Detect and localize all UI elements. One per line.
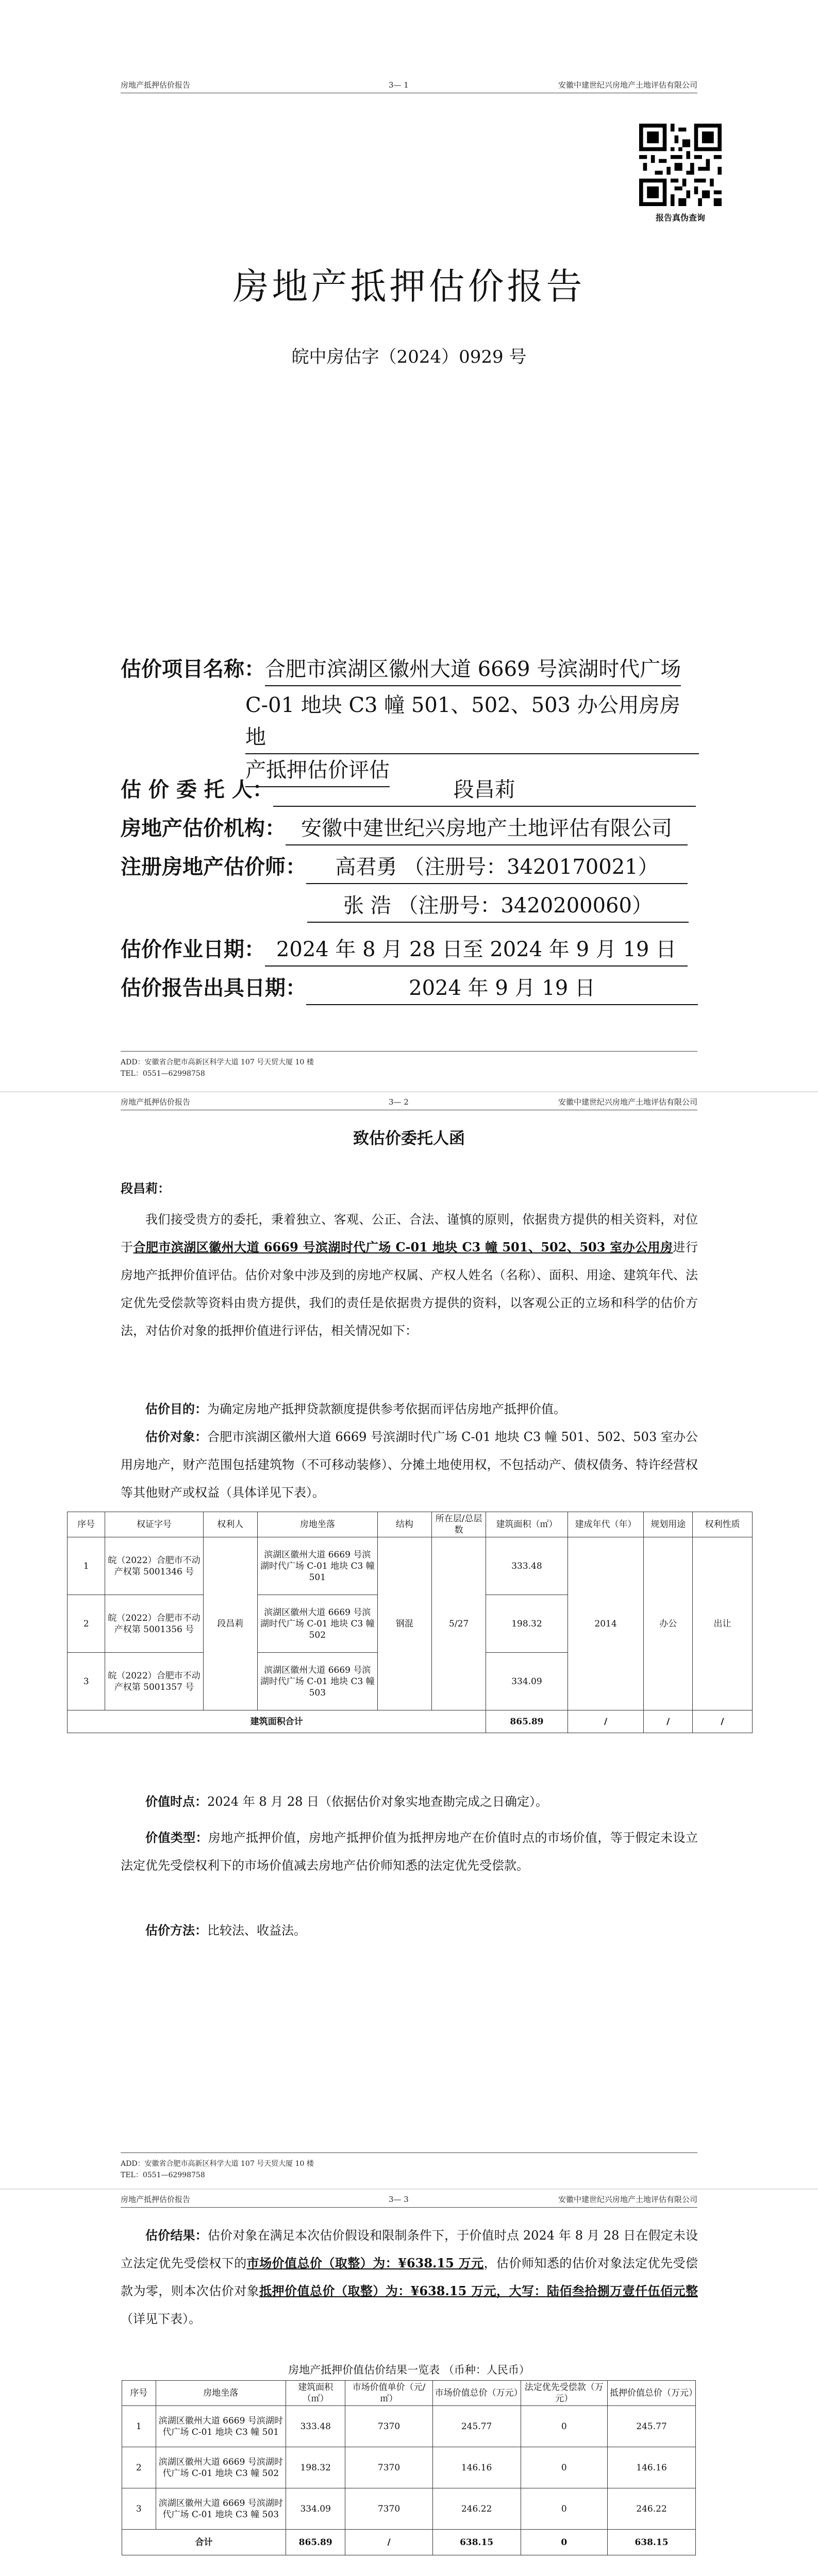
appraiser-field-2: [307, 890, 699, 923]
header-right: 安徽中建世纪兴房地产土地评估有限公司: [558, 1097, 697, 1107]
cell-no: 3: [122, 2488, 156, 2530]
total-area: 865.89: [486, 1710, 567, 1733]
cell-no: 2: [68, 1595, 105, 1653]
cell-mortgage-value: 245.77: [608, 2406, 696, 2447]
period-value: 2024 年 8 月 28 日至 2024 年 9 月 19 日: [265, 934, 688, 967]
result-text-b: 估价对象在满足本次估价假设和限制条件下，于价值时点 2024 年 8 月 28 日在假定未设立法定优先受偿权下的: [121, 2228, 698, 2270]
th-no: 序号: [122, 2381, 156, 2406]
footer-address: ADD：安徽省合肥市高新区科学大道 107 号天贸大厦 10 楼: [121, 2160, 314, 2168]
project-field: [121, 653, 698, 686]
total-priority: 0: [521, 2530, 608, 2555]
cell-no: 1: [68, 1537, 105, 1595]
cell-structure: 钢混: [377, 1537, 431, 1710]
cell-cert: 皖（2022）合肥市不动产权第 5001356 号: [105, 1595, 203, 1653]
th-area: 建筑面积（㎡）: [486, 1512, 567, 1537]
project-field-cont: [245, 689, 699, 787]
th-area: 建筑面积（㎡）: [286, 2381, 345, 2406]
method-text: 比较法、收益法。: [207, 1923, 306, 1938]
result-table: [122, 2380, 696, 2555]
letter-paragraph-1: [121, 1206, 698, 1345]
cell-area: 334.09: [486, 1653, 567, 1710]
page-footer: [121, 1051, 697, 1079]
table-header-row: [122, 2381, 696, 2406]
type-text: 房地产抵押价值，房地产抵押价值为抵押房地产在价值时点的市场价值，等于假定未设立法定优先受偿权利下的市场价值减去房地产估价师知悉的法定优先受偿款。: [121, 1831, 698, 1873]
client-label: 估 价 委 托 人：: [121, 777, 273, 802]
page-header: [121, 2192, 697, 2208]
method-paragraph: [121, 1917, 698, 1944]
cell-cert: 皖（2022）合肥市不动产权第 5001357 号: [105, 1653, 203, 1710]
agency-label: 房地产估价机构：: [121, 816, 286, 840]
header-left: 房地产抵押估价报告: [121, 80, 191, 90]
cell-area: 333.48: [286, 2406, 345, 2447]
cell-no: 2: [122, 2447, 156, 2488]
footer-address: ADD：安徽省合肥市高新区科学大道 107 号天贸大厦 10 楼: [121, 1058, 314, 1066]
page-number: 3— 2: [389, 1097, 409, 1107]
mortgage-value-total: 抵押价值总价（取整）为：¥638.15 万元，大写：陆佰叁拾捌万壹仟伍佰元整: [259, 2283, 698, 2298]
th-mortgage-value: 抵押价值总价（万元）: [608, 2381, 696, 2406]
cell-unit-price: 7370: [345, 2406, 432, 2447]
th-market-value: 市场价值总价（万元）: [432, 2381, 521, 2406]
purpose-paragraph: [121, 1395, 698, 1423]
th-location: 房地坐落: [156, 2381, 286, 2406]
agency-value: 安徽中建世纪兴房地产土地评估有限公司: [286, 812, 688, 845]
result-text-d: ，估价师知悉的估价对象法定优先受偿款为零，则本次估价对象: [121, 2256, 698, 2298]
date-label: 价值时点：: [145, 1794, 207, 1809]
table-header-row: [68, 1512, 753, 1537]
cell-nature: 出让: [693, 1537, 753, 1710]
cell-area: 334.09: [286, 2488, 345, 2530]
cell-location: 滨湖区徽州大道 6669 号滨湖时代广场 C-01 地块 C3 幢 501: [156, 2406, 286, 2447]
issue-field: [121, 972, 698, 1005]
total-label: 建筑面积合计: [68, 1710, 486, 1733]
page-number: 3— 1: [389, 80, 409, 90]
th-structure: 结构: [377, 1512, 431, 1537]
issue-value: 2024 年 9 月 19 日: [306, 972, 698, 1005]
date-text: 2024 年 8 月 28 日（依据估价对象实地查勘完成之日确定）。: [207, 1794, 548, 1809]
project-label: 估价项目名称：: [121, 657, 265, 681]
project-line-3: 产抵押估价评估: [245, 754, 390, 787]
cell-location: 滨湖区徽州大道 6669 号滨湖时代广场 C-01 地块 C3 幢 502: [257, 1595, 377, 1653]
appraiser-label: 注册房地产估价师：: [121, 855, 306, 879]
header-right: 安徽中建世纪兴房地产土地评估有限公司: [558, 2195, 697, 2204]
cell-area: 198.32: [486, 1595, 567, 1653]
page-footer: [121, 2153, 697, 2181]
cell-area: 333.48: [486, 1537, 567, 1595]
th-priority: 法定优先受偿款（万元）: [521, 2381, 608, 2406]
cell-area: 198.32: [286, 2447, 345, 2488]
method-label: 估价方法：: [145, 1923, 207, 1938]
cell-unit-price: 7370: [345, 2488, 432, 2530]
report-number: 皖中房估字（2024）0929 号: [291, 347, 527, 367]
th-location: 房地坐落: [257, 1512, 377, 1537]
client-field: [121, 774, 698, 807]
th-floor: 所在层/总层数: [432, 1512, 486, 1537]
cell-market-value: 245.77: [432, 2406, 521, 2447]
appraiser-1: 高君勇 （注册号：3420170021）: [306, 851, 688, 884]
th-use: 规划用途: [644, 1512, 693, 1537]
object-text: 合肥市滨湖区徽州大道 6669 号滨湖时代广场 C-01 地块 C3 幢 501、502、503 室办公用房地产，财产范围包括建筑物（不可移动装修）、分摊土地使用权，不包括动产、债权债务、特许经营权等其他财产或权益（具体详见下表）。: [121, 1430, 698, 1500]
cell-priority: 0: [521, 2488, 608, 2530]
purpose-label: 估价目的：: [145, 1401, 207, 1416]
header-left: 房地产抵押估价报告: [121, 2195, 191, 2204]
report-title: 房地产抵押估价报告: [232, 265, 586, 308]
th-no: 序号: [68, 1512, 105, 1537]
page-number: 3— 3: [389, 2195, 409, 2204]
type-label: 价值类型：: [145, 1830, 208, 1845]
cell-floor: 5/27: [432, 1537, 486, 1710]
th-year: 建成年代（年）: [567, 1512, 644, 1537]
result-text-f: （详见下表）。: [121, 2312, 201, 2326]
total-label: 合计: [122, 2530, 286, 2555]
agency-field: [121, 812, 698, 845]
table-total-row: [68, 1710, 753, 1733]
header-left: 房地产抵押估价报告: [121, 1097, 191, 1107]
cell-no: 3: [68, 1653, 105, 1710]
qr-code-icon[interactable]: [639, 124, 722, 206]
table-total-row: [122, 2530, 696, 2555]
cell-unit-price: 7370: [345, 2447, 432, 2488]
object-label: 估价对象：: [145, 1429, 208, 1444]
cell-cert: 皖（2022）合肥市不动产权第 5001346 号: [105, 1537, 203, 1595]
appraiser-2: 张 浩 （注册号：3420200060）: [307, 890, 689, 923]
cell-priority: 0: [521, 2447, 608, 2488]
table-row: [122, 2488, 696, 2530]
salutation: 段昌莉：: [121, 1181, 170, 1196]
issue-label: 估价报告出具日期：: [121, 976, 306, 1000]
cell-no: 1: [122, 2406, 156, 2447]
page-header: [121, 77, 697, 93]
purpose-text: 为确定房地产抵押贷款额度提供参考依据而评估房地产抵押价值。: [207, 1402, 566, 1416]
footer-tel: TEL：0551—62998758: [121, 2171, 205, 2179]
market-value-total: 市场价值总价（取整）为：¥638.15 万元: [246, 2256, 484, 2270]
cell-priority: 0: [521, 2406, 608, 2447]
cell-use: 办公: [644, 1537, 693, 1710]
header-right: 安徽中建世纪兴房地产土地评估有限公司: [558, 80, 697, 90]
cell-market-value: 246.22: [432, 2488, 521, 2530]
cell-location: 滨湖区徽州大道 6669 号滨湖时代广场 C-01 地块 C3 幢 503: [156, 2488, 286, 2530]
letter-title: 致估价委托人函: [353, 1129, 465, 1148]
period-label: 估价作业日期：: [121, 937, 265, 961]
p1-address: 合肥市滨湖区徽州大道 6669 号滨湖时代广场 C-01 地块 C3 幢 501、502、503 室办公用房: [133, 1240, 673, 1255]
table-row: [122, 2447, 696, 2488]
th-unit-price: 市场价值单价（元/㎡）: [345, 2381, 432, 2406]
total-unit-price: /: [345, 2530, 432, 2555]
project-line-1: 合肥市滨湖区徽州大道 6669 号滨湖时代广场: [265, 653, 681, 686]
cell-market-value: 146.16: [432, 2447, 521, 2488]
result-page: [0, 2189, 818, 2576]
total-market-value: 638.15: [432, 2530, 521, 2555]
letter-page: [0, 1091, 818, 2190]
appraiser-field: [121, 851, 698, 884]
p1-text-a: 我们接受贵方的委托，秉着独立、客观、公正、合法、谨慎的原则，依据贵方提供的相关资料，对位于: [121, 1212, 698, 1255]
th-cert: 权证字号: [105, 1512, 203, 1537]
qr-caption: 报告真伪查询: [655, 213, 705, 223]
cell-location: 滨湖区徽州大道 6669 号滨湖时代广场 C-01 地块 C3 幢 501: [257, 1537, 377, 1595]
project-line-2: C-01 地块 C3 幢 501、502、503 办公用房房地: [245, 689, 699, 754]
total-mortgage-value: 638.15: [608, 2530, 696, 2555]
value-type-paragraph: [121, 1824, 698, 1879]
cell-mortgage-value: 246.22: [608, 2488, 696, 2530]
cover-page: [0, 0, 818, 1091]
total-slash: /: [644, 1710, 693, 1733]
object-paragraph: [121, 1423, 698, 1506]
cell-location: 滨湖区徽州大道 6669 号滨湖时代广场 C-01 地块 C3 幢 503: [257, 1653, 377, 1710]
p1-text-b: 进行房地产抵押价值评估。估价对象中涉及到的房地产权属、产权人姓名（名称）、面积、用途、建筑年代、法定优先受偿款等资料由贵方提供，我们的责任是依据贵方提供的资料，以客观公正的立场和科学的估价方法，对估价对象的抵押价值进行评估，相关情况如下：: [121, 1240, 698, 1338]
cell-owner: 段昌莉: [203, 1537, 257, 1710]
th-nature: 权利性质: [693, 1512, 753, 1537]
result-table-caption: 房地产抵押价值估价结果一览表 （币种：人民币）: [288, 2364, 530, 2376]
result-paragraph: [121, 2222, 698, 2333]
client-value: 段昌莉: [273, 774, 696, 807]
cell-year: 2014: [567, 1537, 644, 1710]
cell-location: 滨湖区徽州大道 6669 号滨湖时代广场 C-01 地块 C3 幢 502: [156, 2447, 286, 2488]
table-row: [122, 2406, 696, 2447]
total-area: 865.89: [286, 2530, 345, 2555]
footer-tel: TEL：0551—62998758: [121, 1070, 205, 1078]
table-row: [68, 1537, 753, 1595]
th-owner: 权利人: [203, 1512, 257, 1537]
value-date-paragraph: [121, 1788, 698, 1816]
total-slash: /: [693, 1710, 753, 1733]
total-slash: /: [567, 1710, 644, 1733]
property-table: [67, 1512, 753, 1733]
page-header: [121, 1094, 697, 1110]
period-field: [121, 934, 698, 967]
cell-mortgage-value: 146.16: [608, 2447, 696, 2488]
result-label: 估价结果：: [145, 2228, 208, 2243]
